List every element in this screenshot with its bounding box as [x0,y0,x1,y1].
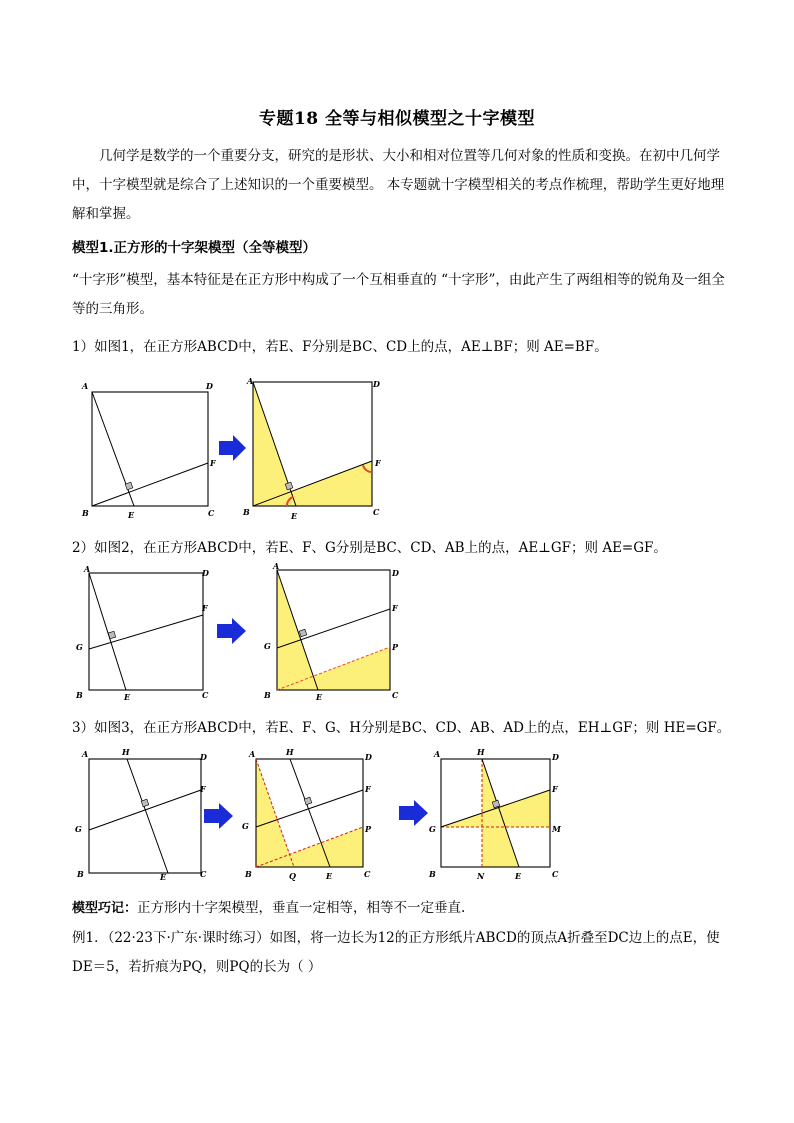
label-e: E [291,511,298,521]
segment-bf [92,463,208,506]
label-f: F [210,458,216,468]
right-angle-mark [299,629,307,637]
tip-text: 正方形内十字架模型，垂直一定相等，相等不一定垂直. [137,900,466,916]
label-b: B [82,508,89,518]
model1-description: “十字形”模型，基本特征是在正方形中构成了一个互相垂直的 “十字形”，由此产生了两组相等的锐角及一组全等的三角形。 [72,272,725,317]
label-b: B [243,507,250,517]
label-a: A [82,381,89,391]
right-angle-mark [125,482,133,490]
label-c: C [364,869,371,879]
label-b: B [76,690,83,700]
label-a: A [434,749,441,759]
label-d: D [200,752,207,762]
label-d: D [392,568,399,578]
label-c: C [552,869,559,879]
segment-gf [89,790,201,830]
label-d: D [552,752,559,762]
case1-statement: 1）如图1，在正方形ABCD中，若E、F分别是BC、CD上的点，AE⊥BF；则 AE=BF。 [72,339,608,355]
label-c: C [208,508,215,518]
segment-gf [89,615,203,649]
label-b: B [264,690,271,700]
label-f: F [552,784,558,794]
label-h: H [286,747,294,757]
arrow-icon [219,435,246,461]
label-d: D [206,381,213,391]
label-e: E [160,872,167,882]
label-c: C [392,690,399,700]
arrow-icon [217,618,246,644]
label-e: E [124,692,131,702]
label-a: A [249,749,256,759]
label-d: D [365,752,372,762]
label-f: F [202,603,208,613]
label-p: P [365,824,372,834]
label-g: G [242,821,249,831]
label-a: A [273,561,280,571]
model1-heading: 模型1.正方形的十字架模型（全等模型） [72,240,317,256]
label-g: G [76,642,83,652]
right-angle-mark [108,631,115,638]
label-n: N [477,871,485,881]
label-m: M [552,824,561,834]
label-h: H [477,747,485,757]
label-b: B [429,869,436,879]
case2-statement: 2）如图2，在正方形ABCD中，若E、F、G分别是BC、CD、AB上的点，AE⊥GF；则 AE=GF。 [72,540,667,556]
label-a: A [247,376,254,386]
segment-ae [89,573,126,690]
label-c: C [200,869,207,879]
label-e: E [326,871,333,881]
label-c: C [202,690,209,700]
label-d: D [373,379,380,389]
model-tip [72,896,752,916]
label-c: C [373,507,380,517]
figure-1 [76,375,396,523]
label-e: E [515,871,522,881]
square-abcd [89,759,201,873]
label-d: D [202,568,209,578]
square-abcd [92,392,208,506]
tip-label: 模型巧记： [72,901,138,916]
label-g: G [264,641,271,651]
arrow-icon [399,800,428,826]
figure-2 [72,560,412,706]
label-e: E [316,692,323,702]
label-g: G [429,824,436,834]
label-b: B [77,869,84,879]
intro-paragraph: 几何学是数学的一个重要分支，研究的是形状、大小和相对位置等几何对象的性质和变换。在初中几何学中，十字模型就是综合了上述知识的一个重要模型。 本专题就十字模型相关的考点作梳理，帮助学生更好地理解和掌握。 [72,148,725,222]
case3-statement: 3）如图3，在正方形ABCD中，若E、F、G、H分别是BC、CD、AB、AD上的点，EH⊥GF；则 HE=GF。 [72,720,731,736]
right-angle-mark [304,797,312,805]
label-g: G [75,824,82,834]
label-f: F [365,784,371,794]
label-p: P [392,642,399,652]
page-title: 专题18 全等与相似模型之十字模型 [258,109,536,129]
label-f: F [200,784,206,794]
label-a: A [84,564,91,574]
label-q: Q [289,871,296,881]
label-f: F [392,603,398,613]
label-h: H [122,747,130,757]
label-a: A [82,749,89,759]
segment-he [127,759,168,873]
label-f: F [375,458,381,468]
figure-3 [72,742,572,884]
example-1: 例1．（22·23下·广东·课时练习）如图，将一边长为12的正方形纸片ABCD的顶点A折叠至DC边上的点E，使DE＝5，若折痕为PQ，则PQ的长为（ ） [72,930,720,975]
arrow-icon [204,803,233,829]
label-b: B [245,869,252,879]
label-e: E [128,510,135,520]
